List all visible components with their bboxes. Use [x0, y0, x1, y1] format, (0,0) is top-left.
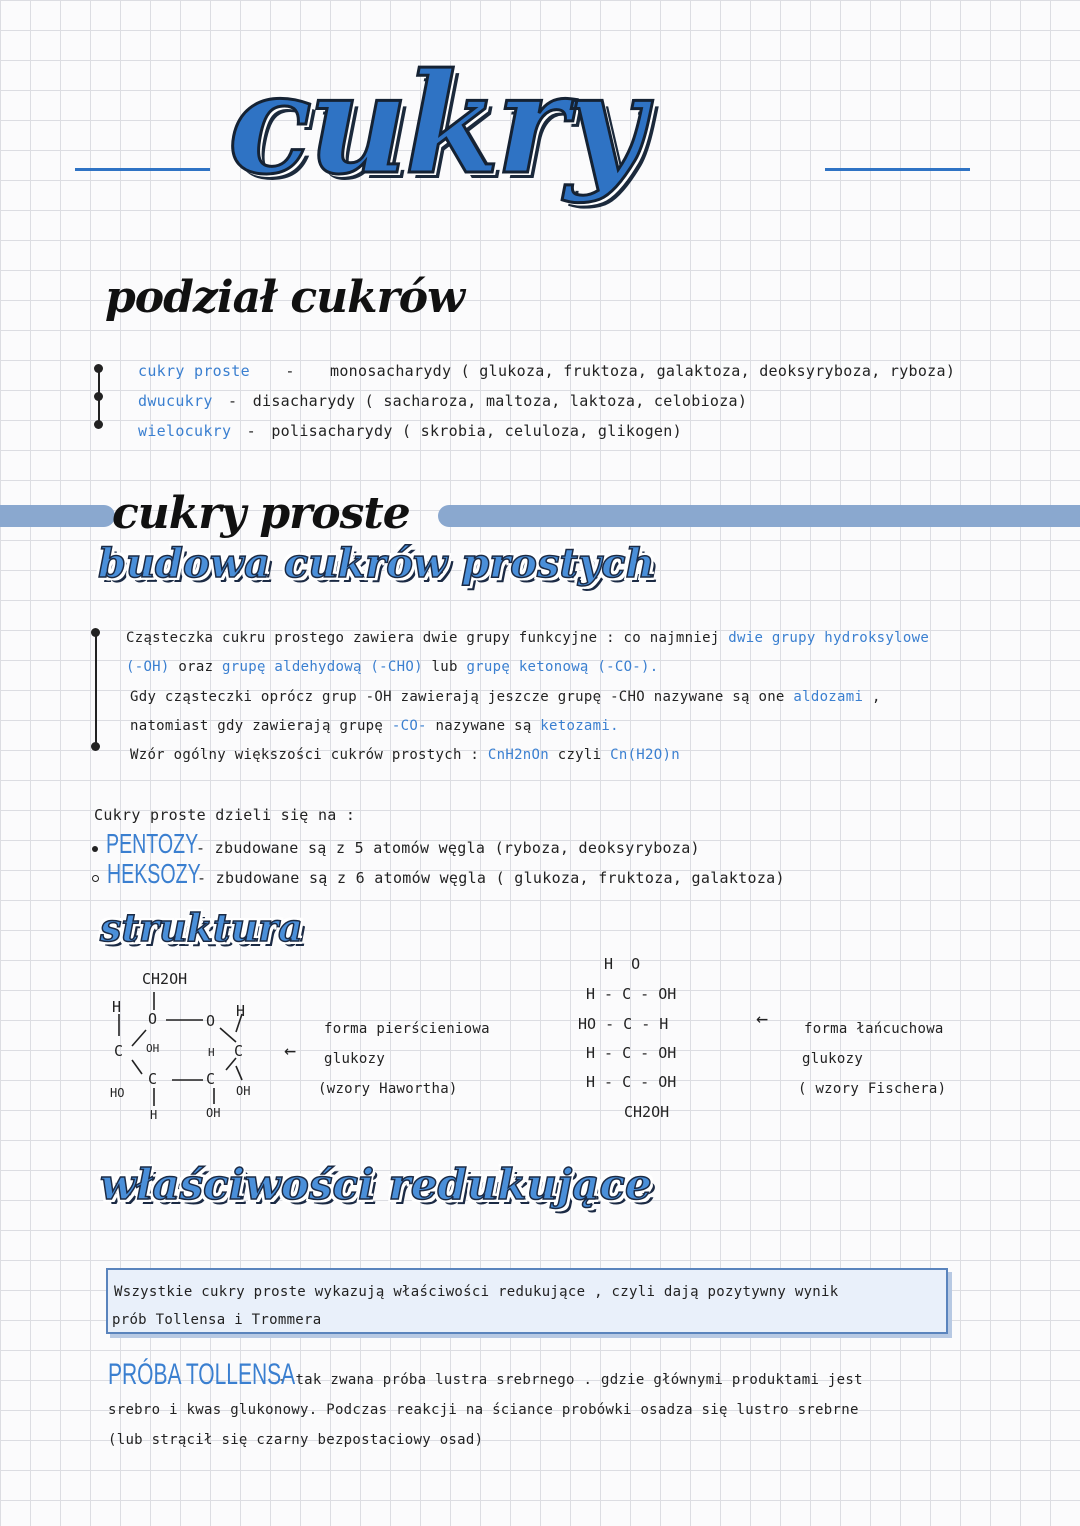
tollens-line	[108, 1358, 863, 1392]
haworth-label: H	[236, 1002, 246, 1020]
separator: -	[246, 422, 256, 440]
haworth-label: OH	[146, 1042, 160, 1055]
definition: monosacharydy ( glukoza, fruktoza, galaktoza, deoksyryboza, ryboza)	[330, 362, 956, 380]
divider-band-left	[0, 505, 115, 527]
fischer-row: H - C - OH	[586, 1044, 677, 1062]
subheading-wlasciwosci: właściwości redukujące	[100, 1160, 652, 1209]
division-text: - zbudowane są z 6 atomów węgla ( glukoza, fruktoza, galaktoza)	[197, 869, 785, 887]
tollens-text: srebro i kwas glukonowy. Podczas reakcji na ściance probówki osadza się lustro srebrne	[108, 1402, 859, 1418]
tollens-text: (lub strącił się czarny bezpostaciowy osad)	[108, 1432, 484, 1448]
division-intro: Cukry proste dzieli się na :	[94, 806, 356, 824]
arrow-left-icon: ←	[756, 1006, 769, 1030]
budowa-line: Cząsteczka cukru prostego zawiera dwie grupy funkcyjne : co najmniej dwie grupy hydroksylowe	[126, 630, 930, 646]
tollens-text: - tak zwana próba lustra srebrnego . gdzie głównymi produktami jest	[278, 1372, 863, 1388]
section-heading-cukry-proste: cukry proste	[112, 488, 410, 539]
bullet-dot	[92, 875, 99, 882]
haworth-label: O	[206, 1012, 216, 1030]
bullet-dot	[94, 420, 103, 429]
subheading-struktura: struktura	[100, 905, 303, 950]
term: wielocukry	[138, 422, 232, 440]
term: cukry proste	[138, 362, 250, 380]
info-box	[106, 1268, 948, 1334]
arrow-left-icon: ←	[284, 1038, 297, 1062]
divider-band-right	[438, 505, 1080, 527]
page-title: cukry	[228, 42, 641, 205]
haworth-label: HO	[110, 1086, 125, 1100]
division-term: PENTOZY	[106, 828, 199, 859]
haworth-label: H	[150, 1108, 158, 1122]
haworth-label: C	[114, 1042, 124, 1060]
budowa-line: Gdy cząsteczki oprócz grup -OH zawierają jeszcze grupę -CHO nazywane są one aldozami ,	[130, 689, 881, 705]
classification-row	[138, 422, 682, 440]
fischer-row: HO - C - H	[578, 1015, 669, 1033]
ring-caption: forma pierścieniowa glukozy (wzory Hawortha)	[318, 1021, 490, 1097]
haworth-label: C	[234, 1042, 244, 1060]
haworth-formula	[108, 970, 278, 1130]
tollens-term: PRÓBA TOLLENSA	[108, 1358, 296, 1391]
haworth-label: O	[148, 1010, 158, 1028]
bullet-dot	[94, 392, 103, 401]
haworth-label: H	[112, 998, 122, 1016]
fischer-bottom: CH2OH	[624, 1103, 670, 1121]
bullet-dot	[94, 364, 103, 373]
division-term: HEKSOZY	[107, 858, 201, 889]
haworth-label: OH	[236, 1084, 251, 1098]
fischer-formula	[578, 955, 718, 1130]
term: dwucukry	[138, 392, 213, 410]
box-line: prób Tollensa i Trommera	[112, 1312, 322, 1328]
haworth-label: C	[148, 1070, 158, 1088]
budowa-line: (-OH) oraz grupę aldehydową (-CHO) lub grupę ketonową (-CO-).	[126, 659, 659, 675]
subheading-budowa: budowa cukrów prostych	[98, 540, 655, 587]
title-line-right	[825, 168, 970, 171]
budowa-line: natomiast gdy zawierają grupę -CO- nazywane są ketozami.	[130, 718, 619, 734]
bullet-dot	[91, 742, 100, 751]
haworth-label: C	[206, 1070, 216, 1088]
budowa-line: Wzór ogólny większości cukrów prostych : CnH2nOn czyli Cn(H2O)n	[130, 747, 680, 763]
haworth-label: OH	[206, 1106, 221, 1120]
definition: disacharydy ( sacharoza, maltoza, laktoza, celobioza)	[252, 392, 748, 410]
definition: polisacharydy ( skrobia, celuloza, glikogen)	[271, 422, 682, 440]
bullet-dot	[91, 628, 100, 637]
title-line-left	[75, 168, 210, 171]
haworth-bonds	[108, 970, 278, 1130]
separator: -	[228, 392, 238, 410]
classification-row	[138, 362, 955, 380]
separator: -	[285, 362, 295, 380]
bullet-line	[95, 632, 97, 746]
fischer-top: H O	[604, 955, 641, 973]
classification-row	[138, 392, 747, 410]
haworth-label: H	[208, 1046, 215, 1059]
chain-caption: forma łańcuchowa glukozy ( wzory Fischera)	[798, 1021, 947, 1097]
box-line: Wszystkie cukry proste wykazują właściwości redukujące , czyli dają pozytywny wynik	[114, 1284, 839, 1300]
fischer-row: H - C - OH	[586, 1073, 677, 1091]
haworth-label: CH2OH	[142, 970, 188, 988]
fischer-row: H - C - OH	[586, 985, 677, 1003]
division-text: - zbudowane są z 5 atomów węgla (ryboza, deoksyryboza)	[196, 839, 700, 857]
section-heading-podzial: podział cukrów	[105, 272, 465, 323]
division-item	[92, 858, 785, 890]
bullet-dot	[92, 846, 98, 852]
division-item	[92, 828, 700, 860]
